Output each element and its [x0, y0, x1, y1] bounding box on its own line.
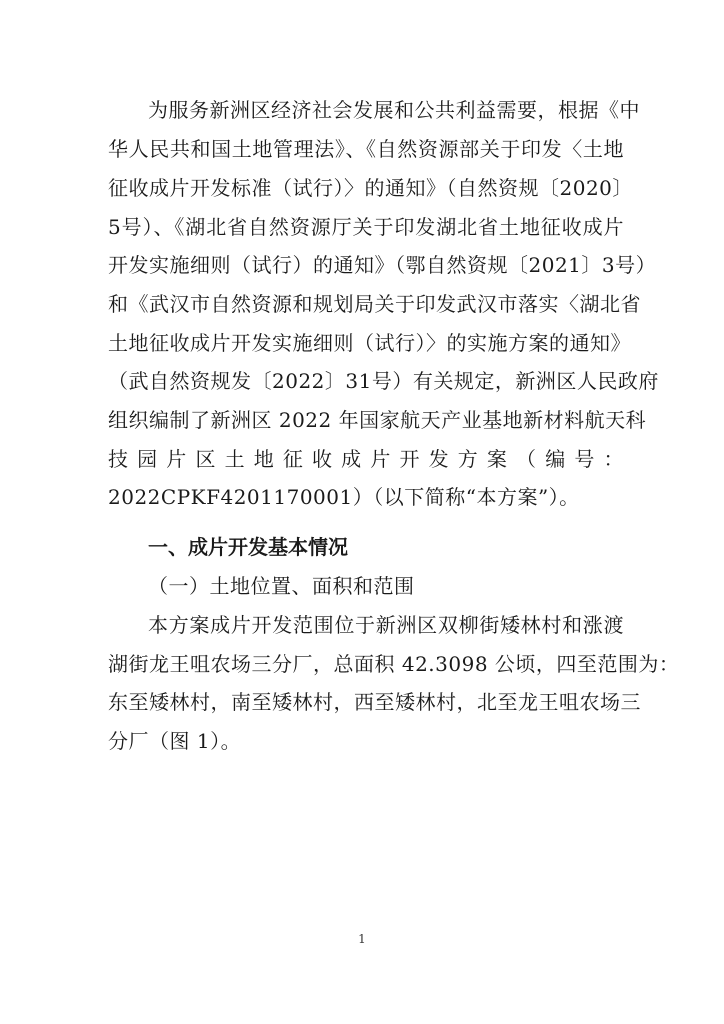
text-line: 土地征收成片开发实施细则（试行）〉的实施方案的通知》 [108, 331, 631, 355]
text-line: 开发实施细则（试行）的通知》（鄂自然资规〔2021〕3号） [108, 253, 657, 277]
text-line: 分厂（图 1）。 [108, 729, 242, 753]
text-line: （武自然资规发〔2022〕31号）有关规定，新洲区人民政府 [108, 369, 659, 393]
text-line: 2022CPKF4201170001）（以下简称“本方案”）。 [108, 485, 580, 509]
text-line: 华人民共和国土地管理法》、《自然资源部关于印发〈土地 [108, 137, 624, 161]
text-line: 湖街龙王咀农场三分厂，总面积 42.3098 公顷，四至范围为： [108, 652, 680, 676]
text-line: 技园片区土地征收成片开发方案（编号： [108, 447, 624, 471]
text-line: 组织编制了新洲区 2022 年国家航天产业基地新材料航天科 [108, 408, 647, 432]
subsection-heading: （一）土地位置、面积和范围 [148, 574, 415, 598]
text-line: 本方案成片开发范围位于新洲区双柳街矮林村和涨渡 [148, 613, 624, 637]
text-line: 5号）、《湖北省自然资源厅关于印发湖北省土地征收成片 [108, 215, 624, 239]
text-line: 为服务新洲区经济社会发展和公共利益需要，根据《中 [148, 98, 640, 122]
page-number: 1 [358, 932, 366, 946]
section-heading: 一、成片开发基本情况 [148, 535, 348, 559]
text-line: 和《武汉市自然资源和规划局关于印发武汉市落实〈湖北省 [108, 292, 641, 316]
text-line: 东至矮林村，南至矮林村，西至矮林村，北至龙王咀农场三 [108, 690, 641, 714]
text-line: 征收成片开发标准（试行）〉的通知》（自然资规〔2020〕 [108, 176, 633, 200]
